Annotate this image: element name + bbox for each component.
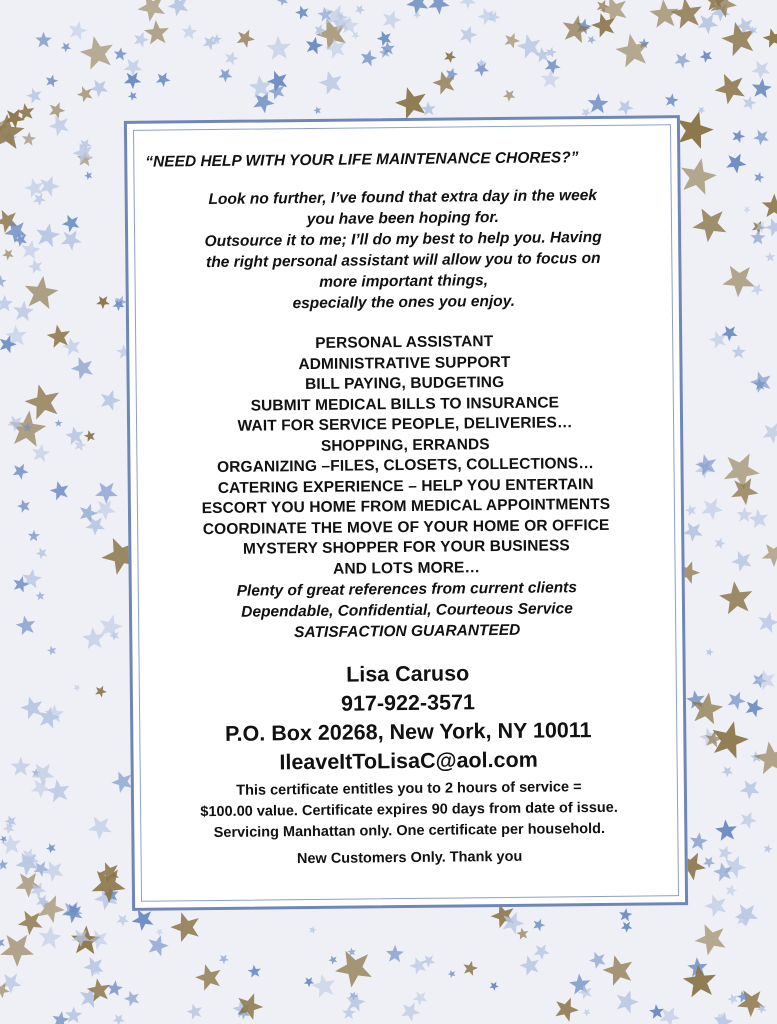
- star-decoration: [40, 176, 60, 197]
- star-decoration: [674, 53, 690, 69]
- star-decoration: [754, 172, 764, 183]
- star-decoration: [69, 21, 88, 40]
- star-decoration: [61, 230, 82, 251]
- star-decoration: [249, 75, 272, 98]
- star-decoration: [43, 861, 64, 882]
- star-decoration: [671, 0, 702, 29]
- star-decoration: [47, 646, 56, 656]
- service-item: BILL PAYING, BUDGETING: [304, 373, 505, 394]
- star-decoration: [18, 911, 43, 936]
- star-decoration: [715, 74, 745, 105]
- intro-line: especially the ones you enjoy.: [292, 292, 516, 313]
- star-decoration: [444, 51, 456, 63]
- star-decoration: [763, 423, 777, 444]
- star-decoration: [31, 764, 54, 786]
- intro-line: more important things,: [319, 272, 489, 291]
- service-item: CATERING EXPERIENCE – HELP YOU ENTERTAIN: [217, 475, 594, 497]
- star-decoration: [722, 326, 738, 341]
- star-decoration: [0, 938, 5, 949]
- star-decoration: [107, 980, 123, 996]
- star-decoration: [36, 591, 45, 600]
- star-decoration: [46, 75, 59, 88]
- certificate-line: $100.00 value. Certificate expires 90 days from date of issue.: [200, 799, 618, 821]
- star-decoration: [295, 6, 308, 20]
- star-decoration: [88, 817, 112, 840]
- tagline-qualities: Dependable, Confidential, Courteous Service: [241, 600, 573, 621]
- star-decoration: [692, 209, 726, 243]
- star-decoration: [619, 908, 632, 921]
- star-decoration: [33, 193, 46, 206]
- star-decoration: [685, 504, 696, 516]
- star-decoration: [726, 154, 746, 174]
- star-decoration: [95, 686, 107, 698]
- star-decoration: [490, 982, 499, 991]
- star-decoration: [737, 507, 753, 522]
- star-decoration: [144, 20, 169, 44]
- star-decoration: [650, 0, 679, 28]
- star-decoration: [428, 0, 449, 15]
- star-decoration: [377, 31, 392, 46]
- service-item: PERSONAL ASSISTANT: [315, 333, 494, 352]
- star-decoration: [749, 509, 769, 529]
- star-decoration: [618, 100, 634, 116]
- star-decoration: [95, 500, 116, 520]
- star-decoration: [96, 296, 110, 309]
- star-decoration: [83, 957, 103, 977]
- contact-name: Lisa Caruso: [346, 661, 470, 687]
- star-decoration: [743, 96, 757, 110]
- star-decoration: [755, 670, 775, 691]
- star-decoration: [25, 276, 59, 309]
- star-decoration: [0, 295, 13, 312]
- star-decoration: [62, 902, 83, 923]
- star-decoration: [16, 616, 36, 636]
- star-decoration: [137, 0, 165, 22]
- service-item: ESCORT YOU HOME FROM MEDICAL APPOINTMENTS: [201, 495, 611, 518]
- certificate-line: Servicing Manhattan only. One certificate per household.: [213, 820, 606, 842]
- star-decoration: [727, 994, 738, 1005]
- service-item: WAIT FOR SERVICE PEOPLE, DELIVERIES…: [237, 414, 573, 435]
- star-decoration: [683, 965, 716, 998]
- star-decoration: [319, 71, 342, 95]
- star-decoration: [719, 846, 733, 861]
- star-decoration: [617, 990, 639, 1013]
- service-item: COORDINATE THE MOVE OF YOUR HOME OR OFFICE: [202, 516, 610, 538]
- star-decoration: [170, 912, 198, 942]
- star-decoration: [520, 956, 540, 976]
- star-decoration: [3, 823, 14, 834]
- star-decoration: [2, 249, 13, 260]
- star-decoration: [413, 12, 421, 19]
- star-decoration: [732, 345, 746, 359]
- star-decoration: [55, 419, 63, 426]
- star-decoration: [28, 259, 42, 274]
- star-decoration: [95, 483, 118, 505]
- star-decoration: [39, 707, 61, 729]
- star-decoration: [351, 31, 360, 40]
- star-decoration: [156, 928, 164, 936]
- star-decoration: [335, 951, 372, 988]
- star-decoration: [765, 252, 775, 262]
- star-decoration: [132, 909, 154, 931]
- star-decoration: [304, 977, 314, 987]
- tagline-references: Plenty of great references from current clients: [236, 579, 578, 600]
- star-decoration: [533, 919, 545, 931]
- services-list: [137, 330, 674, 582]
- star-decoration: [17, 499, 30, 513]
- service-item: ADMINISTRATIVE SUPPORT: [298, 353, 511, 373]
- star-decoration: [0, 859, 8, 870]
- star-decoration: [722, 766, 733, 777]
- star-decoration: [732, 130, 745, 143]
- star-decoration: [80, 36, 113, 70]
- intro-line: Look no further, I’ve found that extra day in the week: [208, 186, 597, 209]
- flyer-content: [135, 148, 676, 872]
- star-decoration: [545, 59, 561, 75]
- star-decoration: [13, 464, 29, 480]
- star-decoration: [82, 627, 105, 649]
- star-decoration: [724, 454, 760, 490]
- star-decoration: [678, 112, 714, 149]
- star-decoration: [62, 215, 80, 233]
- star-decoration: [306, 37, 323, 55]
- star-decoration: [0, 275, 7, 287]
- star-decoration: [187, 1004, 202, 1020]
- star-decoration: [116, 915, 129, 927]
- star-decoration: [50, 481, 69, 500]
- star-decoration: [49, 116, 69, 137]
- star-decoration: [11, 757, 31, 776]
- service-item: ORGANIZING –FILES, CLOSETS, COLLECTIONS…: [216, 455, 595, 476]
- star-decoration: [762, 194, 777, 218]
- star-decoration: [701, 498, 723, 520]
- star-decoration: [587, 36, 596, 45]
- star-decoration: [383, 10, 402, 29]
- service-item: MYSTERY SHOPPER FOR YOUR BUSINESS: [242, 537, 570, 558]
- star-decoration: [156, 73, 171, 88]
- star-decoration: [26, 88, 41, 104]
- star-decoration: [751, 61, 770, 80]
- star-decoration: [753, 130, 769, 146]
- star-decoration: [74, 439, 86, 451]
- service-item: SUBMIT MEDICAL BILLS TO INSURANCE: [250, 393, 560, 415]
- star-decoration: [746, 699, 764, 717]
- star-decoration: [134, 32, 149, 48]
- star-decoration: [46, 843, 56, 853]
- star-decoration: [695, 924, 726, 955]
- star-decoration: [715, 819, 737, 841]
- star-decoration: [225, 51, 238, 65]
- star-decoration: [706, 648, 714, 656]
- certificate-line: This certificate entitles you to 2 hours of service =: [236, 779, 582, 799]
- star-decoration: [583, 1009, 591, 1017]
- star-decoration: [114, 47, 127, 60]
- star-decoration: [534, 944, 550, 960]
- star-decoration: [22, 240, 41, 259]
- star-decoration: [309, 926, 317, 934]
- intro-line: the right personal assistant will allow you to focus on: [206, 249, 601, 272]
- star-decoration: [73, 684, 81, 692]
- star-decoration: [46, 779, 69, 802]
- star-decoration: [406, 0, 428, 15]
- star-decoration: [195, 964, 220, 991]
- taglines: [140, 576, 675, 645]
- star-decoration: [725, 884, 737, 896]
- tagline-guarantee: SATISFACTION GUARANTEED: [294, 621, 521, 642]
- star-decoration: [715, 538, 726, 550]
- star-decoration: [621, 922, 633, 933]
- flyer-frame: [124, 115, 688, 911]
- intro-paragraph: [136, 184, 671, 316]
- star-decoration: [168, 0, 189, 17]
- star-decoration: [32, 444, 50, 462]
- star-decoration: [460, 0, 476, 9]
- star-decoration: [124, 59, 143, 77]
- star-decoration: [683, 523, 703, 542]
- star-decoration: [0, 935, 34, 967]
- star-decoration: [80, 504, 98, 523]
- star-decoration: [328, 956, 337, 965]
- star-decoration: [698, 14, 719, 34]
- star-decoration: [90, 80, 108, 98]
- star-decoration: [35, 32, 52, 48]
- service-item: SHOPPING, ERRANDS: [320, 435, 490, 455]
- star-decoration: [77, 86, 93, 102]
- star-decoration: [752, 78, 772, 98]
- star-decoration: [124, 991, 139, 1007]
- star-decoration: [30, 882, 46, 898]
- star-decoration: [65, 1006, 83, 1023]
- star-decoration: [342, 1006, 356, 1019]
- star-decoration: [84, 430, 95, 442]
- star-decoration: [764, 844, 773, 853]
- star-decoration: [24, 178, 43, 198]
- star-decoration: [740, 812, 757, 829]
- star-decoration: [36, 223, 60, 247]
- star-decoration: [313, 106, 321, 114]
- star-decoration: [555, 998, 579, 1022]
- contact-email: IleaveItToLisaC@aol.com: [279, 747, 538, 775]
- star-decoration: [31, 779, 51, 798]
- star-decoration: [36, 548, 47, 560]
- star-decoration: [149, 935, 169, 956]
- star-decoration: [355, 5, 365, 15]
- star-decoration: [704, 895, 726, 918]
- star-decoration: [649, 1004, 664, 1019]
- star-decoration: [20, 696, 42, 719]
- star-decoration: [743, 206, 751, 213]
- star-decoration: [219, 955, 229, 965]
- star-decoration: [266, 36, 291, 60]
- star-decoration: [588, 93, 609, 113]
- star-decoration: [4, 815, 16, 827]
- star-decoration: [386, 945, 404, 963]
- star-decoration: [113, 1014, 125, 1024]
- star-decoration: [505, 33, 520, 49]
- star-decoration: [39, 926, 62, 949]
- star-decoration: [409, 957, 426, 975]
- star-decoration: [722, 266, 755, 298]
- certificate-terms: [142, 776, 677, 872]
- star-decoration: [460, 26, 478, 44]
- star-decoration: [740, 780, 760, 799]
- closing-line: New Customers Only. Thank you: [296, 848, 523, 868]
- star-decoration: [22, 132, 36, 146]
- star-decoration: [541, 69, 560, 88]
- star-decoration: [665, 93, 679, 107]
- star-decoration: [763, 28, 777, 48]
- star-decoration: [758, 612, 777, 633]
- star-decoration: [28, 530, 40, 542]
- star-decoration: [690, 832, 708, 850]
- headline: “NEED HELP WITH YOUR LIFE MAINTENANCE CHORES?”: [145, 149, 579, 171]
- star-decoration: [681, 158, 717, 194]
- contact-block: [141, 657, 676, 779]
- star-decoration: [61, 42, 71, 52]
- star-decoration: [71, 357, 93, 380]
- star-decoration: [762, 544, 777, 567]
- star-decoration: [182, 24, 198, 40]
- star-decoration: [248, 965, 261, 978]
- service-item: AND LOTS MORE…: [333, 558, 481, 578]
- star-decoration: [401, 1002, 420, 1021]
- star-decoration: [84, 172, 92, 180]
- star-decoration: [361, 50, 377, 67]
- star-decoration: [703, 857, 715, 869]
- star-decoration: [709, 331, 726, 349]
- star-decoration: [237, 30, 255, 48]
- star-decoration: [277, 0, 288, 6]
- star-decoration: [750, 230, 765, 245]
- star-decoration: [218, 69, 232, 83]
- star-decoration: [700, 50, 713, 63]
- star-decoration: [503, 90, 515, 102]
- star-decoration: [516, 928, 528, 940]
- star-decoration: [111, 771, 132, 793]
- star-decoration: [603, 955, 633, 986]
- star-decoration: [448, 970, 456, 978]
- star-decoration: [719, 581, 752, 614]
- intro-line: Outsource it to me; I’ll do my best to help you. Having: [204, 228, 602, 251]
- star-decoration: [589, 952, 606, 969]
- star-decoration: [128, 92, 137, 101]
- star-decoration: [312, 974, 336, 998]
- star-decoration: [563, 15, 591, 43]
- star-decoration: [728, 692, 746, 710]
- star-decoration: [47, 325, 70, 348]
- star-decoration: [615, 34, 648, 68]
- star-decoration: [101, 390, 121, 411]
- contact-phone: 917-922-3571: [340, 690, 476, 716]
- star-decoration: [421, 102, 436, 116]
- contact-address: P.O. Box 20268, New York, NY 10011: [224, 718, 592, 746]
- star-decoration: [49, 102, 65, 119]
- star-decoration: [395, 87, 426, 119]
- intro-line: you have been hoping for.: [306, 209, 500, 229]
- star-decoration: [463, 961, 478, 976]
- star-decoration: [34, 861, 50, 877]
- star-decoration: [731, 551, 752, 572]
- star-decoration: [0, 834, 21, 854]
